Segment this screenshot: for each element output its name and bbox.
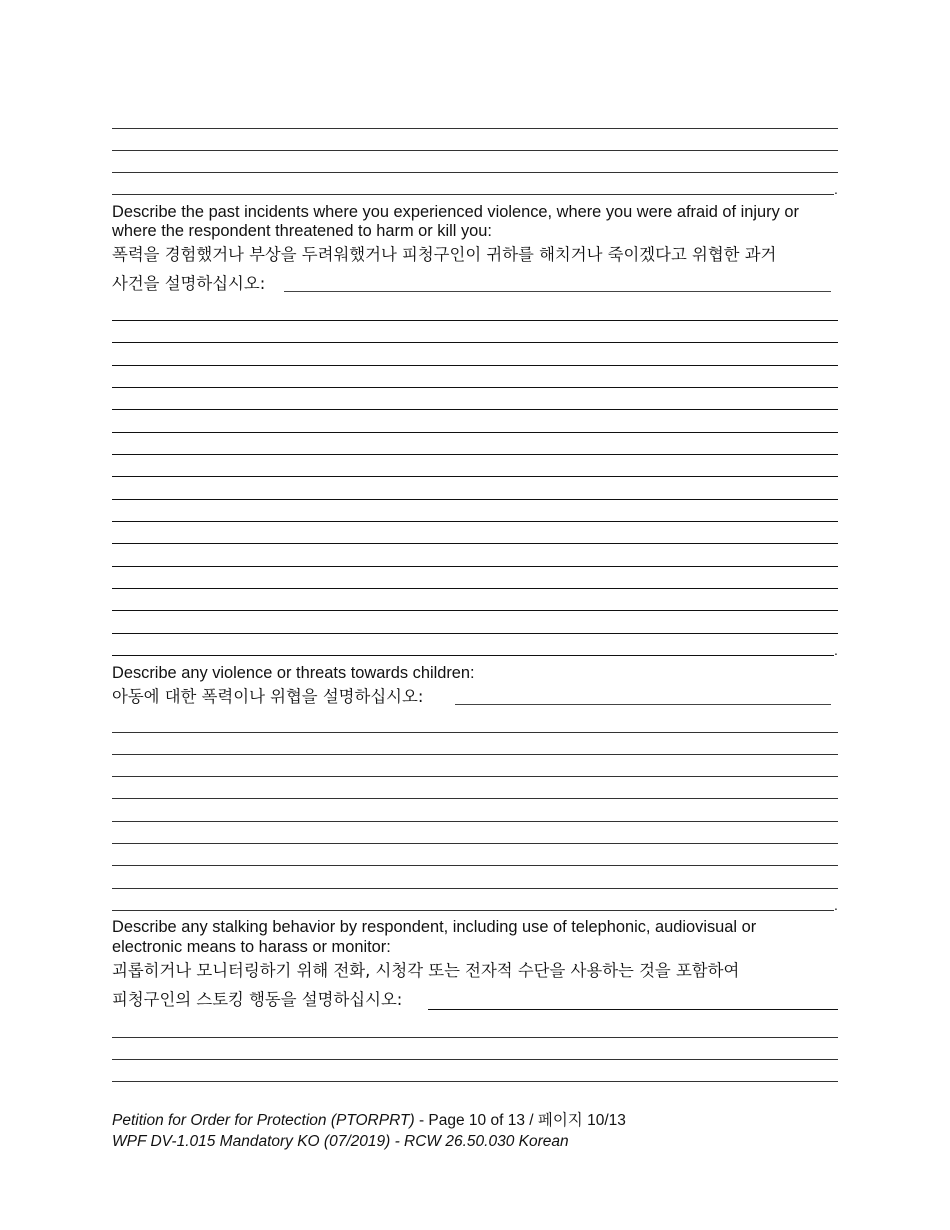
answer-line[interactable] (112, 843, 838, 844)
answer-line[interactable] (112, 732, 838, 733)
answer-line[interactable] (112, 521, 838, 522)
answer-line[interactable] (112, 194, 834, 195)
form-title: Petition for Order for Protection (PTORPRT) (112, 1112, 415, 1129)
answer-line[interactable] (112, 432, 838, 433)
section3-prompt-en-2: electronic means to harass or monitor: (112, 938, 391, 956)
answer-line[interactable] (112, 776, 838, 777)
answer-inline-field[interactable] (284, 291, 831, 292)
section1-prompt-ko-1: 폭력을 경험했거나 부상을 두려워했거나 피청구인이 귀하를 해치거나 죽이겠다고 위협한 과거 (112, 245, 777, 264)
section3-prompt-ko-2: 피청구인의 스토킹 행동을 설명하십시오: (112, 990, 403, 1009)
section2-prompt-en: Describe any violence or threats towards children: (112, 664, 475, 682)
section1-prompt-ko-2: 사건을 설명하십시오: (112, 274, 266, 293)
answer-line[interactable] (112, 888, 838, 889)
answer-line[interactable] (112, 798, 838, 799)
answer-line[interactable] (112, 499, 838, 500)
section3-prompt-en-1: Describe any stalking behavior by respondent, including use of telephonic, audiovisual or (112, 918, 757, 936)
answer-line[interactable] (112, 128, 838, 129)
answer-line[interactable] (112, 543, 838, 544)
answer-line[interactable] (112, 633, 838, 634)
answer-inline-field[interactable] (428, 1009, 838, 1010)
answer-line[interactable] (112, 150, 838, 151)
answer-line[interactable] (112, 365, 838, 366)
answer-line[interactable] (112, 566, 838, 567)
footer-title-line (112, 1112, 626, 1130)
answer-line[interactable] (112, 342, 838, 343)
answer-line[interactable] (112, 754, 838, 755)
answer-line[interactable] (112, 865, 838, 866)
answer-line[interactable] (112, 821, 838, 822)
answer-line[interactable] (112, 910, 834, 911)
answer-line[interactable] (112, 588, 838, 589)
answer-line[interactable] (112, 320, 838, 321)
answer-line[interactable] (112, 476, 838, 477)
answer-inline-field[interactable] (455, 704, 831, 705)
line-end-mark: . (834, 642, 838, 658)
section2-prompt-ko: 아동에 대한 폭력이나 위협을 설명하십시오: (112, 687, 424, 706)
page-info: - Page 10 of 13 / 페이지 10/13 (414, 1112, 626, 1129)
line-end-mark: . (834, 897, 838, 913)
section3-prompt-ko-1: 괴롭히거나 모니터링하기 위해 전화, 시청각 또는 전자적 수단을 사용하는 것을 포함하여 (112, 961, 740, 980)
answer-line[interactable] (112, 454, 838, 455)
line-end-mark: . (834, 181, 838, 197)
answer-line[interactable] (112, 1081, 838, 1082)
footer-form-code (112, 1133, 569, 1151)
answer-line[interactable] (112, 409, 838, 410)
form-code: WPF DV-1.015 Mandatory KO (07/2019) - RCW 26.50.030 Korean (112, 1133, 569, 1150)
answer-line[interactable] (112, 1059, 838, 1060)
answer-line[interactable] (112, 610, 838, 611)
answer-line[interactable] (112, 655, 834, 656)
section1-prompt-en-1: Describe the past incidents where you experienced violence, where you were afraid of injury or (112, 203, 799, 221)
section1-prompt-en-2: where the respondent threatened to harm or kill you: (112, 222, 492, 240)
answer-line[interactable] (112, 387, 838, 388)
answer-line[interactable] (112, 172, 838, 173)
answer-line[interactable] (112, 1037, 838, 1038)
